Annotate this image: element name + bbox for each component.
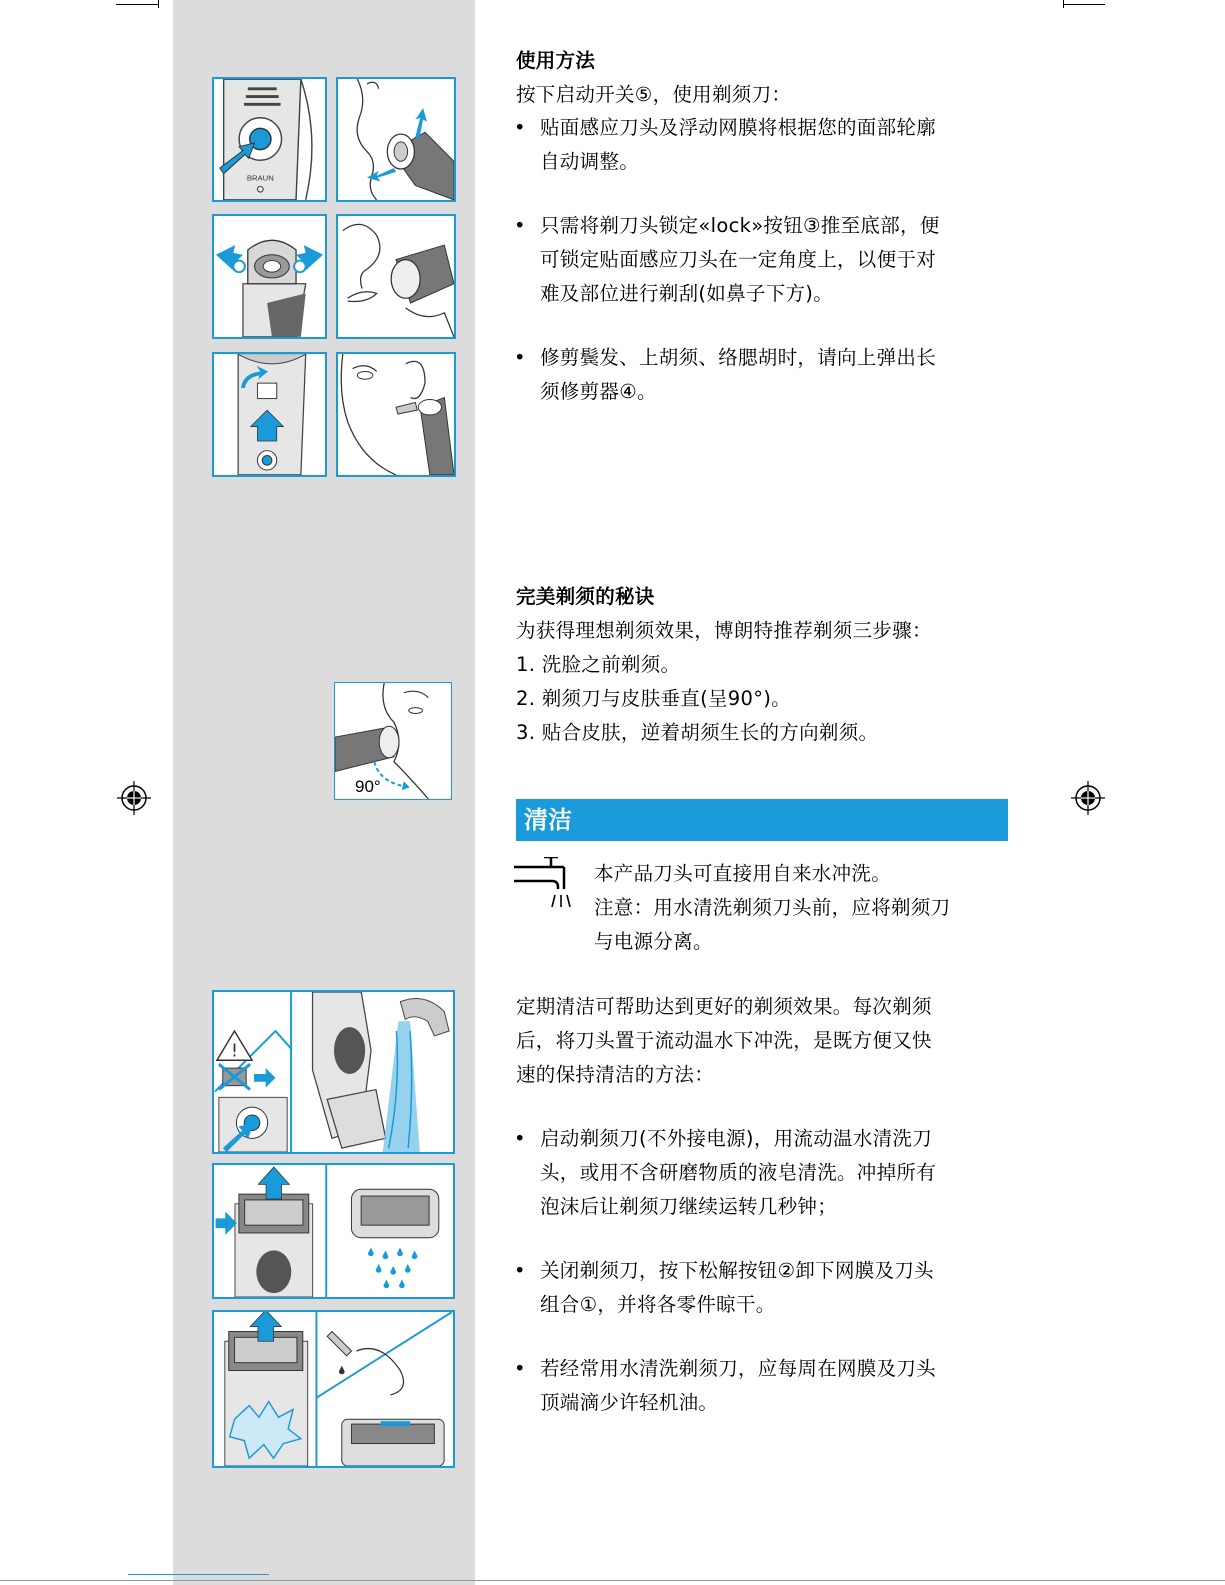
usage-bullet-2-line-3: 难及部位进行剃刮(如鼻子下方)。 [540, 282, 834, 305]
bottom-accent-line [128, 1574, 269, 1575]
crop-mark [1063, 4, 1105, 5]
crop-mark [0, 1580, 1225, 1581]
svg-text:BRAUN: BRAUN [246, 173, 274, 183]
illustration-sideburn-trim [336, 352, 456, 477]
tap-note-line-3: 与电源分离。 [594, 930, 713, 953]
tips-heading: 完美剃须的秘诀 [516, 585, 655, 608]
cleaning-title: 清洁 [524, 806, 572, 834]
cleaning-bullet-2-line-1: 关闭剃须刀，按下松解按钮②卸下网膜及刀头 [540, 1259, 934, 1282]
crop-mark [1063, 0, 1064, 8]
registration-mark-icon [1071, 781, 1105, 815]
usage-bullet-1-line-1: 贴面感应刀头及浮动网膜将根据您的面部轮廓 [540, 116, 937, 139]
illustration-90-degree [334, 682, 452, 800]
bullet-dot: • [514, 1259, 526, 1282]
bullet-dot: • [514, 1357, 526, 1380]
svg-text:!: ! [230, 1041, 238, 1062]
cleaning-section-bar [516, 799, 1008, 841]
illustration-lock-head [212, 214, 327, 339]
bullet-dot: • [514, 214, 526, 237]
usage-bullet-2-line-2: 可锁定贴面感应刀头在一定角度上，以便于对 [540, 248, 937, 271]
illustration-remove-foil [212, 1163, 455, 1299]
water-tap-icon [514, 857, 578, 917]
tap-note-line-1: 本产品刀头可直接用自来水冲洗。 [594, 862, 892, 885]
usage-heading: 使用方法 [516, 49, 596, 72]
crop-mark [116, 4, 158, 5]
tips-step-3: 3. 贴合皮肤，逆着胡须生长的方向剃须。 [516, 721, 879, 744]
usage-intro: 按下启动开关⑤，使用剃须刀： [516, 83, 792, 106]
illustration-rinse-under-tap [212, 990, 455, 1154]
cleaning-bullet-3-line-1: 若经常用水清洗剃须刀，应每周在网膜及刀头 [540, 1357, 937, 1380]
bullet-dot: • [514, 116, 526, 139]
illustration-under-nose [336, 214, 456, 339]
tips-step-1: 1. 洗脸之前剃须。 [516, 653, 681, 676]
illustration-face-contour [336, 77, 456, 202]
usage-bullet-2-line-1: 只需将剃刀头锁定«lock»按钮③推至底部，便 [540, 214, 940, 237]
cleaning-paragraph-line-1: 定期清洁可帮助达到更好的剃须效果。每次剃须 [516, 995, 932, 1018]
tap-note-line-2: 注意：用水清洗剃须刀头前，应将剃须刀 [594, 896, 951, 919]
bullet-dot: • [514, 1127, 526, 1150]
usage-bullet-3-line-2: 须修剪器④。 [540, 380, 657, 403]
bullet-dot: • [514, 346, 526, 369]
illustration-switch-on [212, 77, 327, 202]
usage-bullet-3-line-1: 修剪鬓发、上胡须、络腮胡时，请向上弹出长 [540, 346, 937, 369]
illustration-trimmer [212, 352, 327, 477]
crop-mark [158, 0, 159, 8]
usage-bullet-1-line-2: 自动调整。 [540, 150, 640, 173]
illustration-oil-foil [212, 1310, 455, 1468]
angle-label: 90° [355, 777, 381, 796]
cleaning-bullet-1-line-1: 启动剃须刀(不外接电源)，用流动温水清洗刀 [540, 1127, 933, 1150]
cleaning-bullet-2-line-2: 组合①，并将各零件晾干。 [540, 1293, 776, 1316]
cleaning-paragraph-line-3: 速的保持清洁的方法： [516, 1063, 715, 1086]
registration-mark-icon [117, 781, 151, 815]
cleaning-bullet-1-line-3: 泡沫后让剃须刀继续运转几秒钟； [540, 1195, 838, 1218]
tips-step-2: 2. 剃须刀与皮肤垂直(呈90°)。 [516, 687, 791, 710]
cleaning-paragraph-line-2: 后，将刀头置于流动温水下冲洗，是既方便又快 [516, 1029, 932, 1052]
cleaning-bullet-3-line-2: 顶端滴少许轻机油。 [540, 1391, 719, 1414]
cleaning-bullet-1-line-2: 头，或用不含研磨物质的液皂清洗。冲掉所有 [540, 1161, 937, 1184]
tips-intro: 为获得理想剃须效果，博朗特推荐剃须三步骤： [516, 619, 932, 642]
